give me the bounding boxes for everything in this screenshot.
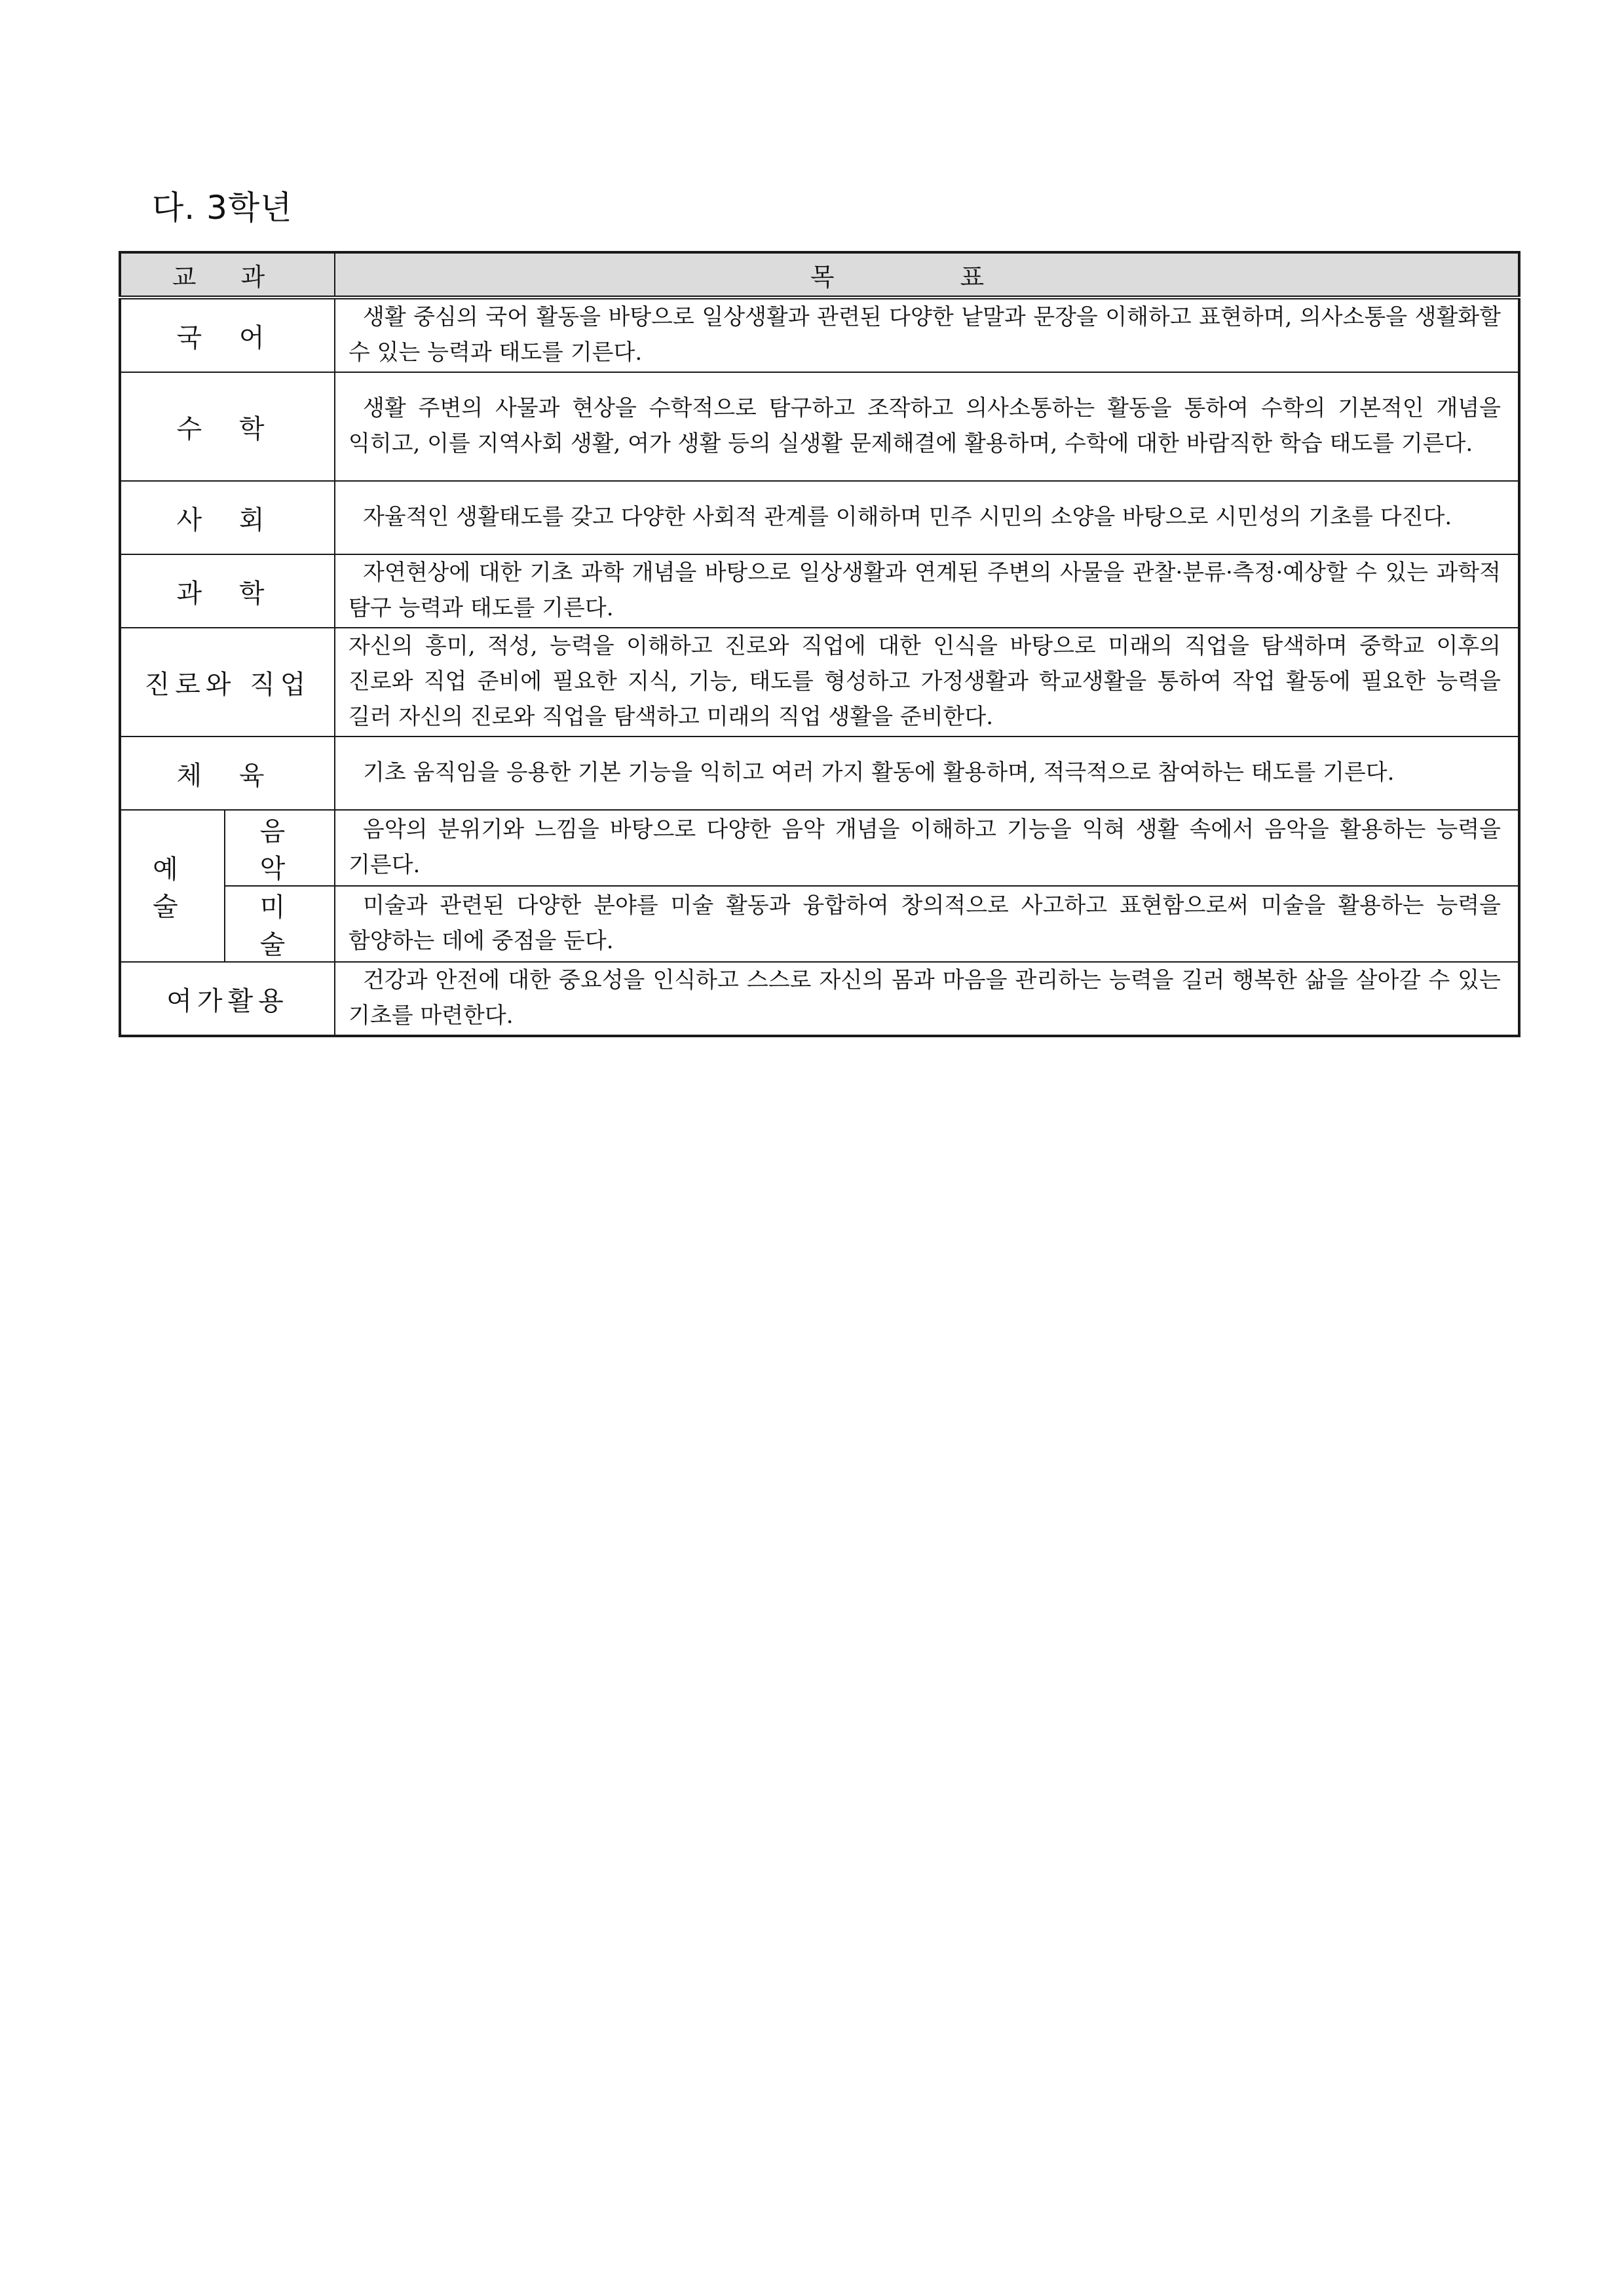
goal-cell-math — [335, 372, 1519, 481]
table-row — [120, 481, 1519, 554]
subject-cell-career: 진로와 직업 — [120, 628, 335, 737]
table-row — [120, 554, 1519, 628]
curriculum-goals-table — [119, 251, 1520, 1037]
subject-cell-pe: 체 육 — [120, 737, 335, 810]
subject-column-header: 교 과 — [120, 252, 335, 297]
table-row — [120, 962, 1519, 1036]
goal-text: 생활 주변의 사물과 현상을 수학적으로 탐구하고 조작하고 의사소통하는 활동을 통하여 수학의 기본적인 개념을 익히고, 이를 지역사회 생활, 여가 생활 등의 실생활 문제해결에 활용하며, 수학에 대한 바람직한 학습 태도를 기른다. — [349, 395, 1501, 457]
table-row — [120, 886, 1519, 962]
subject-cell-music: 음 악 — [225, 810, 335, 886]
goal-cell-pe — [335, 737, 1519, 810]
goal-text: 생활 중심의 국어 활동을 바탕으로 일상생활과 관련된 다양한 낱말과 문장을 이해하고 표현하며, 의사소통을 생활화할 수 있는 능력과 태도를 기른다. — [349, 304, 1501, 366]
goal-text: 자연현상에 대한 기초 과학 개념을 바탕으로 일상생활과 연계된 주변의 사물을 관찰·분류·측정·예상할 수 있는 과학적 탐구 능력과 태도를 기른다. — [349, 560, 1501, 621]
goal-text: 건강과 안전에 대한 중요성을 인식하고 스스로 자신의 몸과 마음을 관리하는 능력을 길러 행복한 삶을 살아갈 수 있는 기초를 마련한다. — [349, 967, 1501, 1029]
table-header-row — [120, 252, 1519, 297]
subject-cell-math: 수 학 — [120, 372, 335, 481]
goal-cell-leisure — [335, 962, 1519, 1036]
goal-column-header: 목 표 — [335, 252, 1519, 297]
goal-cell-korean — [335, 297, 1519, 372]
table-row — [120, 628, 1519, 737]
section-heading: 다. 3학년 — [152, 189, 293, 227]
table-row — [120, 297, 1519, 372]
goal-text: 미술과 관련된 다양한 분야를 미술 활동과 융합하여 창의적으로 사고하고 표현함으로써 미술을 활용하는 능력을 함양하는 데에 중점을 둔다. — [349, 892, 1501, 954]
subject-cell-science: 과 학 — [120, 554, 335, 628]
table-row — [120, 372, 1519, 481]
table-row — [120, 737, 1519, 810]
subject-cell-social: 사 회 — [120, 481, 335, 554]
subject-group-cell-arts: 예 술 — [120, 810, 225, 962]
goal-cell-art — [335, 886, 1519, 962]
subject-cell-art: 미 술 — [225, 886, 335, 962]
subject-cell-korean: 국 어 — [120, 297, 335, 372]
goal-cell-social — [335, 481, 1519, 554]
goal-text: 자율적인 생활태도를 갖고 다양한 사회적 관계를 이해하며 민주 시민의 소양을 바탕으로 시민성의 기초를 다진다. — [363, 504, 1452, 530]
goal-text: 자신의 흥미, 적성, 능력을 이해하고 진로와 직업에 대한 인식을 바탕으로 미래의 직업을 탐색하며 중학교 이후의 진로와 직업 준비에 필요한 지식, 기능, 태도를 형성하고 가정생활과 학교생활을 통하여 작업 활동에 필요한 능력을 길러 자신의 진로와 직업을 탐색하고 미래의 직업 생활을 준비한다. — [349, 633, 1501, 730]
goal-cell-science — [335, 554, 1519, 628]
table-row — [120, 810, 1519, 886]
goal-text: 기초 움직임을 응용한 기본 기능을 익히고 여러 가지 활동에 활용하며, 적극적으로 참여하는 태도를 기른다. — [363, 759, 1395, 786]
subject-cell-leisure: 여가활용 — [120, 962, 335, 1036]
goal-text: 음악의 분위기와 느낌을 바탕으로 다양한 음악 개념을 이해하고 기능을 익혀 생활 속에서 음악을 활용하는 능력을 기른다. — [349, 816, 1501, 878]
goal-cell-music — [335, 810, 1519, 886]
goal-cell-career — [335, 628, 1519, 737]
